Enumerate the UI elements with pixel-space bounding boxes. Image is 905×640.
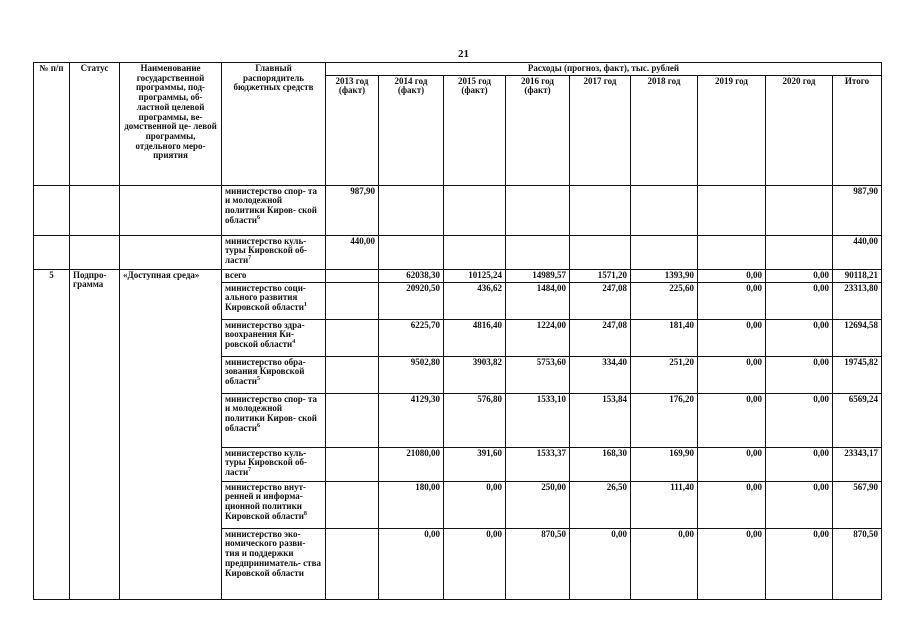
executor-name: министерство эко- номического разви- тия и поддержки предприниматель- ства Кировской области bbox=[225, 528, 321, 578]
value-cell: 6225,70 bbox=[379, 319, 444, 356]
footnote-mark: 1 bbox=[303, 302, 307, 309]
executor-name: министерство куль- туры Кировской об- ласти bbox=[225, 447, 308, 478]
executor-cell bbox=[222, 235, 326, 269]
footnote-mark: 7 bbox=[248, 255, 252, 262]
footnote-mark: 8 bbox=[303, 510, 307, 517]
value-cell: 0,00 bbox=[698, 269, 766, 282]
value-cell: 436,62 bbox=[444, 282, 506, 319]
executor-cell bbox=[222, 481, 326, 528]
value-cell: 0,00 bbox=[698, 528, 766, 599]
total-cell: 440,00 bbox=[833, 235, 882, 269]
header-expenses: Расходы (прогноз, факт), тыс. рублей bbox=[326, 63, 882, 76]
value-cell bbox=[326, 393, 379, 447]
status-cell: Подпро- грамма bbox=[70, 269, 120, 599]
value-cell: 250,00 bbox=[506, 481, 570, 528]
executor-name: министерство куль- туры Кировской об- ласти bbox=[225, 235, 308, 266]
value-cell: 1533,10 bbox=[506, 393, 570, 447]
value-cell: 180,00 bbox=[379, 481, 444, 528]
value-cell: 9502,80 bbox=[379, 356, 444, 393]
header-no: № п/п bbox=[34, 63, 70, 186]
header-executor: Главный распорядитель бюджетных средств bbox=[222, 63, 326, 186]
value-cell: 247,08 bbox=[570, 319, 631, 356]
value-cell bbox=[326, 282, 379, 319]
footnote-mark: 6 bbox=[256, 214, 260, 221]
value-cell: 0,00 bbox=[766, 269, 833, 282]
value-cell: 0,00 bbox=[698, 319, 766, 356]
value-cell bbox=[326, 447, 379, 481]
value-cell: 987,90 bbox=[326, 185, 379, 235]
executor-name: министерство внут- ренней и информа- ционной политики Кировской области bbox=[225, 481, 307, 521]
executor-cell bbox=[222, 319, 326, 356]
value-cell: 21080,00 bbox=[379, 447, 444, 481]
header-year: 2017 год bbox=[570, 75, 631, 185]
total-cell: 567,90 bbox=[833, 481, 882, 528]
value-cell bbox=[631, 235, 698, 269]
value-cell: 176,20 bbox=[631, 393, 698, 447]
value-cell: 0,00 bbox=[444, 528, 506, 599]
executor-name: министерство обра- зования Кировской области bbox=[225, 356, 306, 387]
value-cell: 0,00 bbox=[766, 319, 833, 356]
value-cell bbox=[506, 235, 570, 269]
header-status: Статус bbox=[70, 63, 120, 186]
value-cell: 0,00 bbox=[766, 356, 833, 393]
header-year: 2019 год bbox=[698, 75, 766, 185]
executor-cell bbox=[222, 393, 326, 447]
value-cell bbox=[326, 319, 379, 356]
total-cell: 12694,58 bbox=[833, 319, 882, 356]
value-cell bbox=[570, 185, 631, 235]
no-cell bbox=[34, 235, 70, 269]
header-year: 2018 год bbox=[631, 75, 698, 185]
value-cell bbox=[698, 185, 766, 235]
name-cell bbox=[120, 185, 222, 235]
executor-name: министерство соци- ального развития Кировской области bbox=[225, 282, 306, 313]
table-row bbox=[34, 269, 882, 282]
value-cell bbox=[766, 185, 833, 235]
value-cell: 870,50 bbox=[506, 528, 570, 599]
value-cell: 26,50 bbox=[570, 481, 631, 528]
table-row bbox=[34, 235, 882, 269]
total-cell: 19745,82 bbox=[833, 356, 882, 393]
value-cell: 225,60 bbox=[631, 282, 698, 319]
value-cell: 20920,50 bbox=[379, 282, 444, 319]
value-cell: 0,00 bbox=[766, 393, 833, 447]
value-cell: 153,84 bbox=[570, 393, 631, 447]
executor-name: всего bbox=[225, 269, 247, 280]
value-cell: 0,00 bbox=[698, 393, 766, 447]
value-cell: 0,00 bbox=[698, 481, 766, 528]
value-cell: 169,90 bbox=[631, 447, 698, 481]
value-cell: 3903,82 bbox=[444, 356, 506, 393]
value-cell bbox=[326, 269, 379, 282]
value-cell: 62038,30 bbox=[379, 269, 444, 282]
value-cell: 0,00 bbox=[698, 356, 766, 393]
header-year: 2020 год bbox=[766, 75, 833, 185]
value-cell bbox=[506, 185, 570, 235]
value-cell: 391,60 bbox=[444, 447, 506, 481]
value-cell: 0,00 bbox=[570, 528, 631, 599]
header-name: Наименование государственной программы, под- программы, об- ластной целевой программы, ве- домственной це- левой программы, отдельного меро- приятия bbox=[120, 63, 222, 186]
value-cell: 14989,57 bbox=[506, 269, 570, 282]
value-cell: 576,80 bbox=[444, 393, 506, 447]
executor-name: министерство здра- воохранения Ки- ровской области bbox=[225, 319, 305, 350]
page-number: 21 bbox=[458, 48, 469, 60]
value-cell: 0,00 bbox=[698, 282, 766, 319]
executor-cell bbox=[222, 282, 326, 319]
value-cell: 0,00 bbox=[379, 528, 444, 599]
status-cell bbox=[70, 185, 120, 235]
value-cell bbox=[698, 235, 766, 269]
executor-cell bbox=[222, 269, 326, 282]
value-cell: 0,00 bbox=[631, 528, 698, 599]
total-cell: 870,50 bbox=[833, 528, 882, 599]
total-cell: 987,90 bbox=[833, 185, 882, 235]
header-year: 2016 год (факт) bbox=[506, 75, 570, 185]
value-cell: 0,00 bbox=[698, 447, 766, 481]
value-cell: 1393,90 bbox=[631, 269, 698, 282]
footnote-mark: 7 bbox=[248, 467, 252, 474]
value-cell: 4816,40 bbox=[444, 319, 506, 356]
value-cell: 1533,37 bbox=[506, 447, 570, 481]
value-cell: 0,00 bbox=[444, 481, 506, 528]
executor-cell bbox=[222, 356, 326, 393]
value-cell bbox=[379, 185, 444, 235]
value-cell: 440,00 bbox=[326, 235, 379, 269]
table-row bbox=[34, 185, 882, 235]
header-year: 2014 год (факт) bbox=[379, 75, 444, 185]
header-year: 2015 год (факт) bbox=[444, 75, 506, 185]
value-cell: 10125,24 bbox=[444, 269, 506, 282]
value-cell bbox=[326, 528, 379, 599]
value-cell: 247,08 bbox=[570, 282, 631, 319]
subprogram-name: «Доступная среда» bbox=[120, 269, 222, 599]
row-number: 5 bbox=[34, 269, 70, 599]
total-cell: 23313,80 bbox=[833, 282, 882, 319]
value-cell bbox=[379, 235, 444, 269]
footnote-mark: 6 bbox=[256, 422, 260, 429]
value-cell: 251,20 bbox=[631, 356, 698, 393]
total-cell: 23343,17 bbox=[833, 447, 882, 481]
value-cell: 5753,60 bbox=[506, 356, 570, 393]
total-cell: 6569,24 bbox=[833, 393, 882, 447]
value-cell: 0,00 bbox=[766, 447, 833, 481]
value-cell bbox=[444, 235, 506, 269]
value-cell: 334,40 bbox=[570, 356, 631, 393]
value-cell bbox=[631, 185, 698, 235]
executor-cell bbox=[222, 447, 326, 481]
header-year: 2013 год (факт) bbox=[326, 75, 379, 185]
expenses-table bbox=[33, 62, 882, 600]
value-cell: 4129,30 bbox=[379, 393, 444, 447]
name-cell bbox=[120, 235, 222, 269]
executor-name: министерство спор- та и молодежной политики Киров- ской области bbox=[225, 185, 318, 225]
value-cell: 1571,20 bbox=[570, 269, 631, 282]
value-cell: 111,40 bbox=[631, 481, 698, 528]
value-cell bbox=[326, 481, 379, 528]
value-cell: 0,00 bbox=[766, 282, 833, 319]
value-cell bbox=[570, 235, 631, 269]
executor-cell bbox=[222, 528, 326, 599]
value-cell: 0,00 bbox=[766, 481, 833, 528]
header-total: Итого bbox=[833, 75, 882, 185]
footnote-mark: 5 bbox=[256, 376, 260, 383]
status-cell bbox=[70, 235, 120, 269]
value-cell: 1224,00 bbox=[506, 319, 570, 356]
value-cell: 1484,00 bbox=[506, 282, 570, 319]
executor-cell bbox=[222, 185, 326, 235]
no-cell bbox=[34, 185, 70, 235]
value-cell bbox=[766, 235, 833, 269]
value-cell: 0,00 bbox=[766, 528, 833, 599]
executor-name: министерство спор- та и молодежной политики Киров- ской области bbox=[225, 393, 318, 433]
total-cell: 90118,21 bbox=[833, 269, 882, 282]
value-cell: 181,40 bbox=[631, 319, 698, 356]
value-cell bbox=[326, 356, 379, 393]
value-cell bbox=[444, 185, 506, 235]
value-cell: 168,30 bbox=[570, 447, 631, 481]
footnote-mark: 4 bbox=[292, 339, 296, 346]
